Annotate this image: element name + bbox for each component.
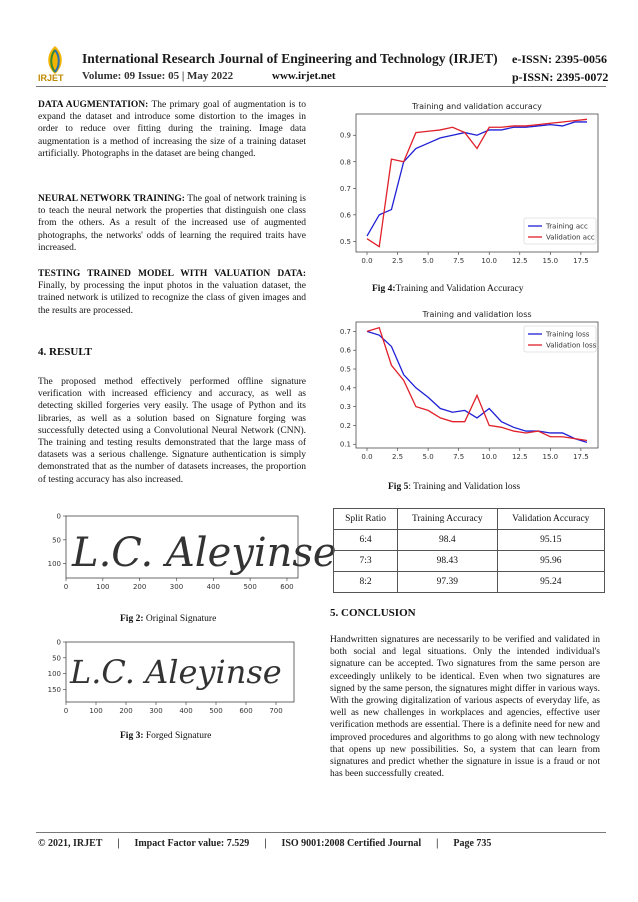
y-tick-label: 0.4	[339, 384, 351, 393]
accuracy-chart	[320, 100, 610, 272]
x-tick-label: 700	[269, 707, 283, 715]
y-tick-label: 0	[56, 512, 61, 521]
nn-text: The goal of network training is to teach the neural network the properties that distinguish one class from the others. As a result of the increased use of augmented photographs, the networks' odds of learning the required traits have increased.	[38, 194, 306, 253]
x-tick-label: 0	[63, 707, 69, 715]
footer-divider	[36, 832, 606, 833]
footer-impact: Impact Factor value: 7.529	[134, 838, 250, 849]
test-heading: TESTING TRAINED MODEL WITH VALUATION DATA:	[38, 269, 306, 279]
table-header-cell: Split Ratio	[334, 509, 398, 530]
fig3-caption	[120, 731, 211, 741]
conclusion-paragraph: Handwritten signatures are necessarily to be verified and validated in both social and legal situations. Only the intended individual's signature can be accepted. Two signatures from the same person are exceedingly unlikely to be identical. Even when two signatures are signed by the same person, the signatures might differ in various ways. With the growing digitalization of various aspects of everyday life, as well as new challenges in workplaces and agencies, effective user verification methods are essential. There is a definite need for new and improved procedures and algorithms to go along with new technology that opens up new possibilities. So, a system that can learn from signatures and predict whether the signature in issue is a fraud or not has been successfully created.	[330, 635, 600, 780]
footer: © 2021, IRJET | Impact Factor value: 7.529 | ISO 9001:2008 Certified Journal | Page 735	[38, 838, 492, 849]
x-tick-label: 7.5	[453, 257, 465, 265]
loss-chart	[320, 308, 610, 468]
table-cell: 8:2	[334, 572, 398, 593]
table-cell: 95.15	[497, 530, 604, 551]
x-tick-label: 15.0	[542, 257, 559, 265]
y-tick-label: 0.1	[339, 440, 351, 449]
x-tick-label: 0	[63, 583, 69, 591]
legend-label: Validation acc	[546, 233, 595, 242]
forged-signature-image: L.C. Aleyinse	[70, 653, 282, 691]
legend-label: Training acc	[546, 222, 588, 231]
original-signature-figure	[36, 510, 337, 600]
fig2-caption	[120, 614, 216, 624]
aug-text: The primary goal of augmentation is to expand the dataset and introduce some distortion to the images in order to reduce over fitting during the training. Image data augmentation is a method of increasing the size of a training dataset artificially. Photographs in the dataset are being changed.	[38, 100, 307, 159]
table-cell: 98.43	[398, 551, 497, 572]
table-cell: 6:4	[334, 530, 398, 551]
nn-heading: NEURAL NETWORK TRAINING:	[38, 194, 185, 204]
fig5-caption	[388, 482, 520, 492]
volume-issue: Volume: 09 Issue: 05 | May 2022	[82, 70, 234, 82]
header-divider	[36, 86, 606, 87]
x-tick-label: 2.5	[391, 453, 404, 461]
nn-training-paragraph	[38, 193, 306, 254]
x-tick-label: 15.0	[542, 453, 559, 461]
x-tick-label: 2.5	[391, 257, 404, 265]
y-tick-label: 0.7	[339, 327, 351, 336]
x-tick-label: 300	[149, 707, 163, 715]
fig2-text: Original Signature	[143, 614, 217, 624]
x-tick-label: 17.5	[573, 453, 589, 461]
x-tick-label: 10.0	[481, 257, 498, 265]
irjet-logo	[34, 44, 76, 82]
y-tick-label: 0.5	[339, 365, 351, 374]
forged-signature-figure	[36, 637, 306, 721]
x-tick-label: 400	[179, 707, 193, 715]
y-tick-label: 0.9	[339, 131, 351, 140]
conclusion-heading: 5. CONCLUSION	[330, 607, 416, 619]
y-tick-label: 100	[47, 670, 61, 679]
fig5-label: Fig 5	[388, 482, 409, 492]
table-header-cell: Validation Accuracy	[497, 509, 604, 530]
y-tick-label: 0.5	[339, 237, 351, 246]
y-tick-label: 0.6	[339, 346, 351, 355]
chart-title: Training and validation loss	[422, 310, 532, 319]
x-tick-label: 7.5	[453, 453, 465, 461]
table-header-cell: Training Accuracy	[398, 509, 497, 530]
table-row	[334, 530, 605, 551]
x-tick-label: 5.0	[422, 453, 434, 461]
testing-paragraph	[38, 268, 306, 317]
table-row	[334, 572, 605, 593]
x-tick-label: 100	[96, 583, 110, 591]
x-tick-label: 5.0	[422, 257, 434, 265]
x-tick-label: 12.5	[511, 257, 528, 265]
x-tick-label: 200	[132, 583, 147, 591]
table-cell: 97.39	[398, 572, 497, 593]
x-tick-label: 17.5	[573, 257, 589, 265]
fig3-text: Forged Signature	[143, 731, 212, 741]
table-header-row	[334, 509, 605, 530]
fig4-label: Fig 4:	[372, 284, 396, 294]
x-tick-label: 0.0	[361, 257, 373, 265]
y-tick-label: 50	[52, 536, 61, 545]
fig2-label: Fig 2:	[120, 614, 144, 624]
fig3-label: Fig 3:	[120, 731, 144, 741]
y-tick-label: 150	[47, 685, 61, 694]
fig5-text: : Training and Validation loss	[408, 482, 521, 492]
chart-title: Training and validation accuracy	[412, 102, 542, 111]
x-tick-label: 12.5	[511, 453, 528, 461]
x-tick-label: 400	[206, 583, 220, 591]
x-tick-label: 200	[119, 707, 133, 715]
y-tick-label: 0	[56, 638, 61, 647]
logo-text: IRJET	[38, 73, 64, 83]
y-tick-label: 0.8	[339, 158, 351, 167]
x-tick-label: 600	[280, 583, 294, 591]
legend-label: Validation loss	[546, 341, 597, 350]
footer-page: Page 735	[453, 838, 492, 849]
table-cell: 7:3	[334, 551, 398, 572]
test-text: Finally, by processing the input photos in the valuation dataset, the trained network is utilized to recognize the class of given images and the results are processed.	[38, 281, 306, 316]
website: www.irjet.net	[272, 70, 336, 82]
eissn: e-ISSN: 2395-0056	[512, 52, 607, 66]
footer-copyright: © 2021, IRJET	[38, 838, 103, 849]
x-tick-label: 600	[239, 707, 253, 715]
result-paragraph: The proposed method effectively performed offline signature verification with increased efficiency and accuracy, as well as detecting skilled forgeries very easily. The usage of Python and its libraries, as well as a solution based on Signature forging was successfully detected using a Convolutional Neural Network (CNN). The training and testing results demonstrated that the large mass of datasets was a serious challenge. Signature authentication is simply demonstrated that as the number of datasets increases, the proportion of testing accuracy has also increased.	[38, 377, 306, 485]
y-tick-label: 0.6	[339, 211, 351, 220]
legend-label: Training loss	[546, 330, 590, 339]
x-tick-label: 0.0	[361, 453, 373, 461]
results-table	[333, 508, 605, 593]
y-tick-label: 50	[52, 654, 61, 663]
original-signature-image: L.C. Aleyinse	[72, 530, 337, 576]
y-tick-label: 0.7	[339, 184, 351, 193]
table-row	[334, 551, 605, 572]
y-tick-label: 0.3	[339, 403, 351, 412]
table-cell: 98.4	[398, 530, 497, 551]
table-cell: 95.24	[497, 572, 604, 593]
x-tick-label: 10.0	[481, 453, 498, 461]
journal-title: International Research Journal of Engineering and Technology (IRJET)	[82, 51, 498, 66]
y-tick-label: 0.2	[339, 421, 351, 430]
footer-iso: ISO 9001:2008 Certified Journal	[281, 838, 422, 849]
result-heading: 4. RESULT	[38, 346, 93, 358]
x-tick-label: 100	[89, 707, 103, 715]
fig4-text: Training and Validation Accuracy	[395, 284, 524, 294]
pissn: p-ISSN: 2395-0072	[512, 70, 609, 84]
y-tick-label: 100	[47, 560, 61, 569]
x-tick-label: 500	[209, 707, 223, 715]
fig4-caption	[372, 284, 523, 294]
x-tick-label: 500	[243, 583, 257, 591]
x-tick-label: 300	[169, 583, 184, 591]
augmentation-paragraph	[38, 99, 306, 160]
aug-heading: DATA AUGMENTATION:	[38, 100, 149, 110]
table-cell: 95.96	[497, 551, 604, 572]
